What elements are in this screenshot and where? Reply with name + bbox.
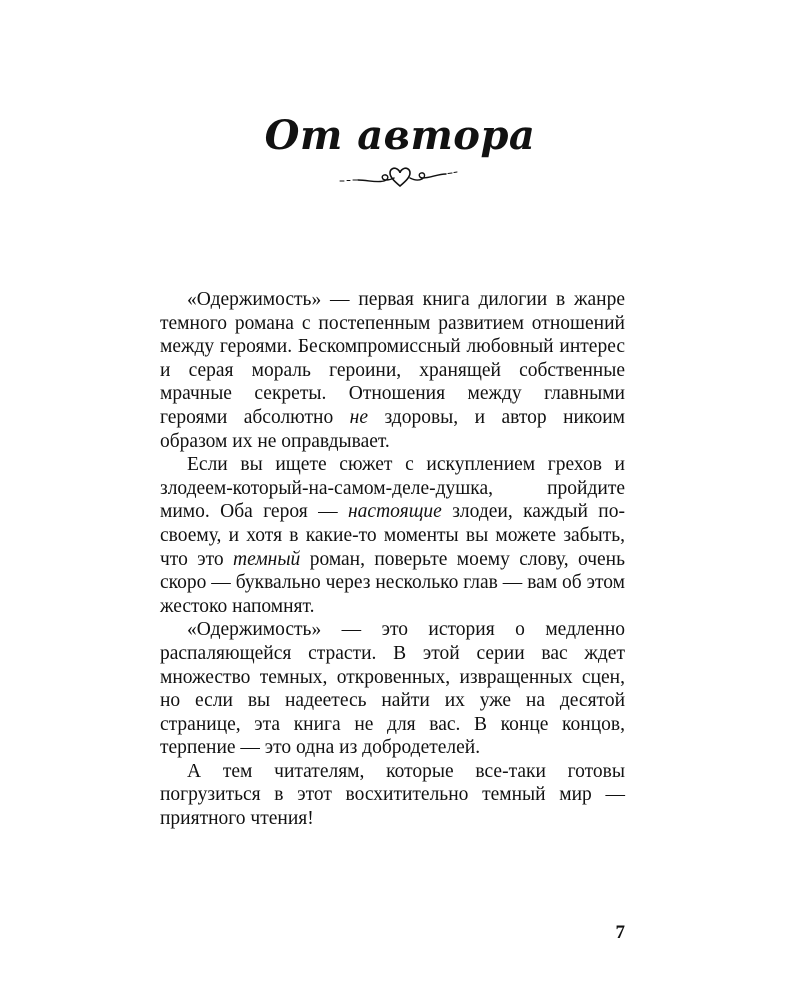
text-run: роман, поверьте моему слову, очень скоро — буквально через несколько глав — вам об этом жестоко напомнят. (160, 548, 625, 617)
text-run: Если вы ищете сюжет с искуплением грехов и злодеем-который-на-самом-деле-душка, пройдите мимо. Оба героя — (160, 454, 625, 523)
body-paragraph (160, 760, 625, 831)
text-run: здоровы, и автор никоим образом их не оправдывает. (160, 406, 625, 452)
emphasis-text: настоящие (347, 501, 442, 523)
text-run: А тем читателям, которые все-таки готовы погрузиться в этот восхитительно темный мир — приятного чтения! (160, 760, 625, 830)
body-paragraph (160, 453, 625, 618)
body-paragraph (160, 618, 625, 760)
page-title: От автора (264, 112, 536, 159)
body-text (160, 288, 625, 831)
page-number: 7 (615, 922, 625, 943)
text-run: злодеи, каждый по-своему, и хотя в какие-то моменты вы можете забыть, что это (160, 501, 625, 570)
body-paragraph (160, 288, 625, 453)
emphasis-text: темный (232, 548, 301, 570)
heart-flourish-icon (338, 160, 462, 190)
text-run: «Одержимость» — это история о медленно распаляющейся страсти. В этой серии вас ждет множество темных, откровенных, извращенных сцен, но если вы надеетесь найти их уже на десятой странице, эта книга не для вас. В конце концов, терпение — это одна из добродетелей. (160, 619, 625, 759)
text-run: «Одержимость» — первая книга дилогии в жанре темного романа с постепенным развитием отношений между героями. Бескомпромиссный любовный интерес и серая мораль героини, хранящей собственные мрачные секреты. Отношения между главными героями абсолютно (160, 289, 625, 428)
emphasis-text: не (349, 406, 368, 428)
